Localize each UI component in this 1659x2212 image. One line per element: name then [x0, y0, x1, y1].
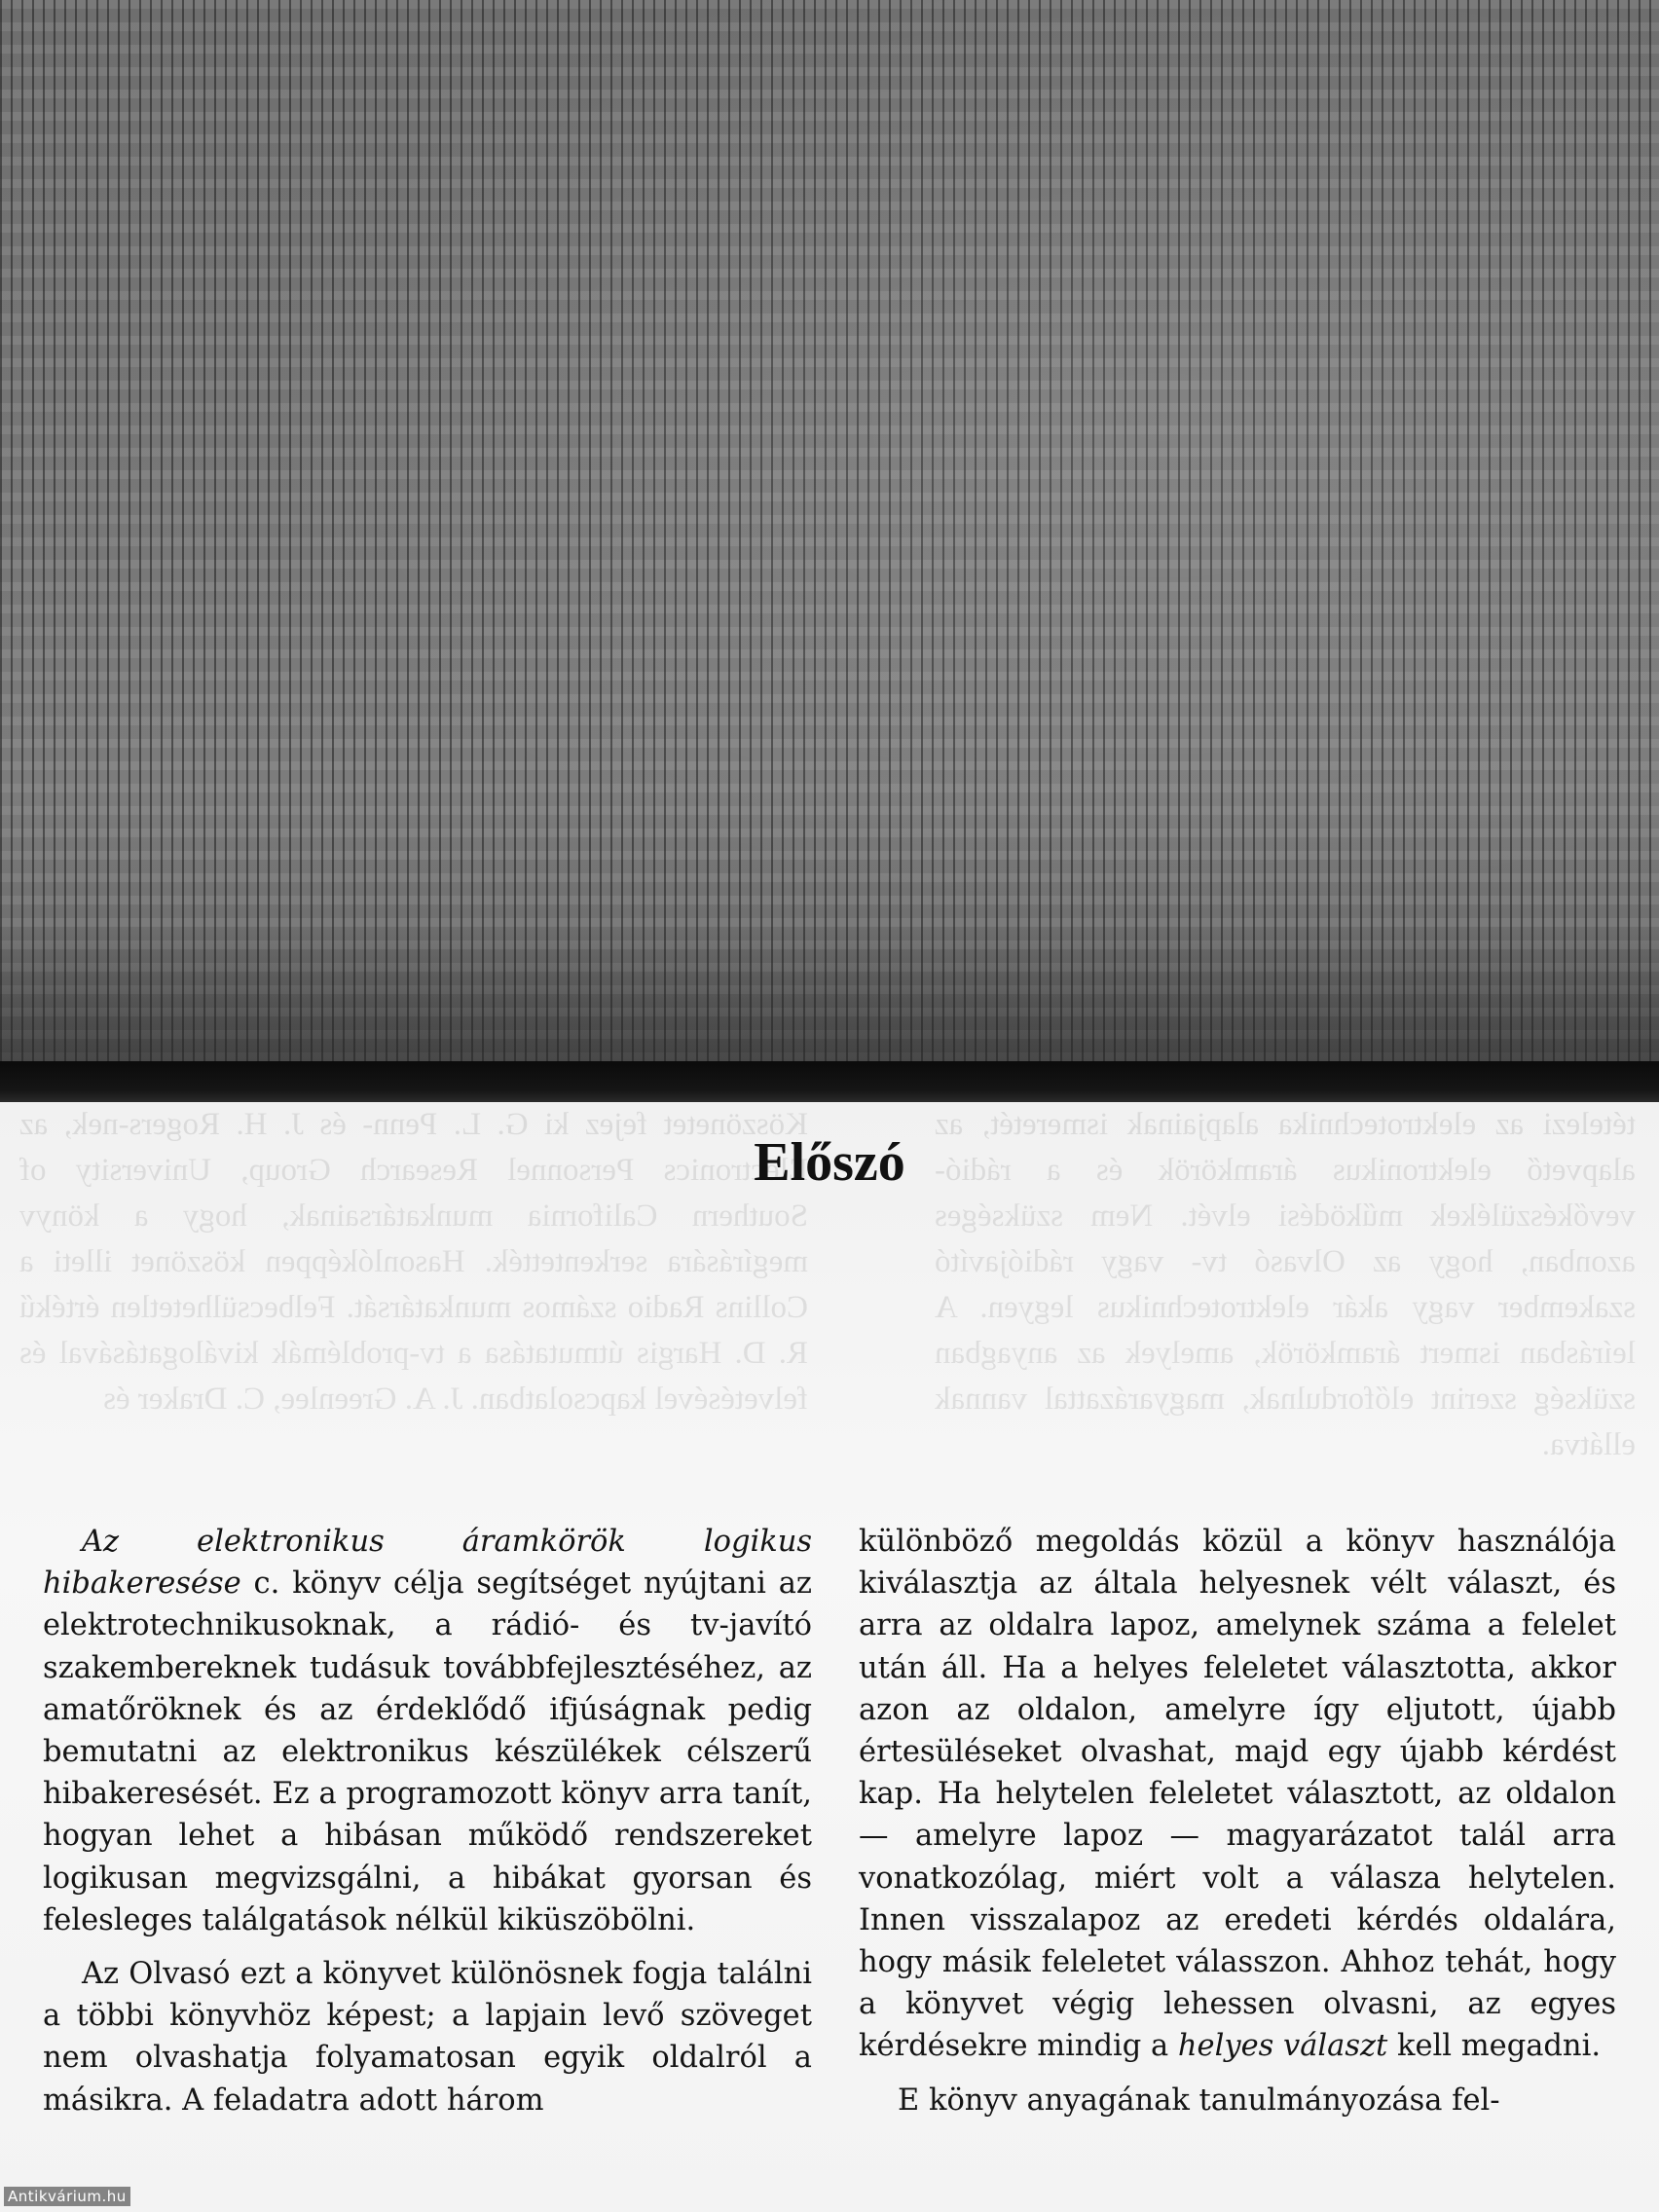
page-title: Előszó [754, 1132, 905, 1193]
paragraph-method-text-b: kell megadni. [1387, 2029, 1602, 2064]
text-column-right [859, 1521, 1616, 2121]
book-title-italic: Az elektronikus áramkörök logikus hibakeresése [43, 1525, 812, 1602]
paragraph-method-text-a: különböző megoldás közül a könyv használója kiválasztja az általa helyesnek vélt választ, és arra az oldalra lapoz, amelynek száma a felelet után áll. Ha a helyes feleletet választotta, akkor azon az oldalon, amelyre így eljutott, újabb értesüléseket olvashat, majd egy újabb kérdést kap. Ha helytelen feleletet választott, az oldalon — amelyre lapoz — magyarázatot talál arra vonatkozólag, miért volt a válasza helytelen. Innen visszalapoz az eredeti kérdés oldalára, hogy másik feleletet válasszon. Ahhoz tehát, hogy a könyvet végig lehessen olvasni, az egyes kérdésekre mindig a [859, 1525, 1616, 2064]
book-spine-edge [0, 1061, 1659, 1102]
bleed-through-text-left: Köszönetet fejez ki G. L. Penn- és J. H. Rogers-nek, az Electronics Personnel Research Group, University of Southern California munkatársainak, hogy a könyv megírására serkentették. Hasonlóképpen köszönet illeti a Collins Radio számos munkatársát. Felbecsülhetetlen értékű R. D. Hargis útmutatása a tv-problémák kiválogatásával és felvetésével kapcsolatban. J. A. Greenlee, C. Draker és [19, 1107, 808, 1417]
paragraph-intro [43, 1521, 812, 1941]
emphasis-helyes-valaszt: helyes választ [1177, 2029, 1388, 2064]
text-page [0, 1102, 1659, 2212]
bleed-through-text-right: tételezi az elektrotechnika alapjainak ismeretét, az alapvető elektronikus áramkörök és a rádió-vevőkészülékek működési elvét. Nem szükséges azonban, hogy az Olvasó tv- vagy rádiójavító szakember vagy akár elektrotechnikus legyen. A leírásban ismert áramkörök, amelyek az anyagban szükség szerint előfordulnak, magyarázattal vannak ellátva. [935, 1107, 1636, 1462]
watermark: Antikvárium.hu [4, 2187, 130, 2206]
paragraph-reader: Az Olvasó ezt a könyvet különösnek fogja találni a többi könyvhöz képest; a lapjain levő szöveget nem olvashatja folyamatosan egyik oldalról a másikra. A feladatra adott három [43, 1957, 812, 2118]
upper-page-board [0, 0, 1659, 1061]
paragraph-intro-text: c. könyv célja segítséget nyújtani az elektrotechnikusoknak, a rádió- és tv-javító szakembereknek tudásuk továbbfejlesztéséhez, az amatőröknek és az érdeklődő ifjúságnak pedig bemutatni az elektronikus készülékek célszerű hibakeresését. Ez a programozott könyv arra tanít, hogyan lehet a hibásan működő rendszereket logikusan megvizsgálni, a hibákat gyorsan és felesleges találgatások nélkül kiküszöbölni. [43, 1567, 812, 1937]
paragraph-method [859, 1521, 1616, 2068]
text-column-left [43, 1521, 812, 2121]
paragraph-study: E könyv anyagának tanulmányozása fel- [898, 2083, 1500, 2118]
